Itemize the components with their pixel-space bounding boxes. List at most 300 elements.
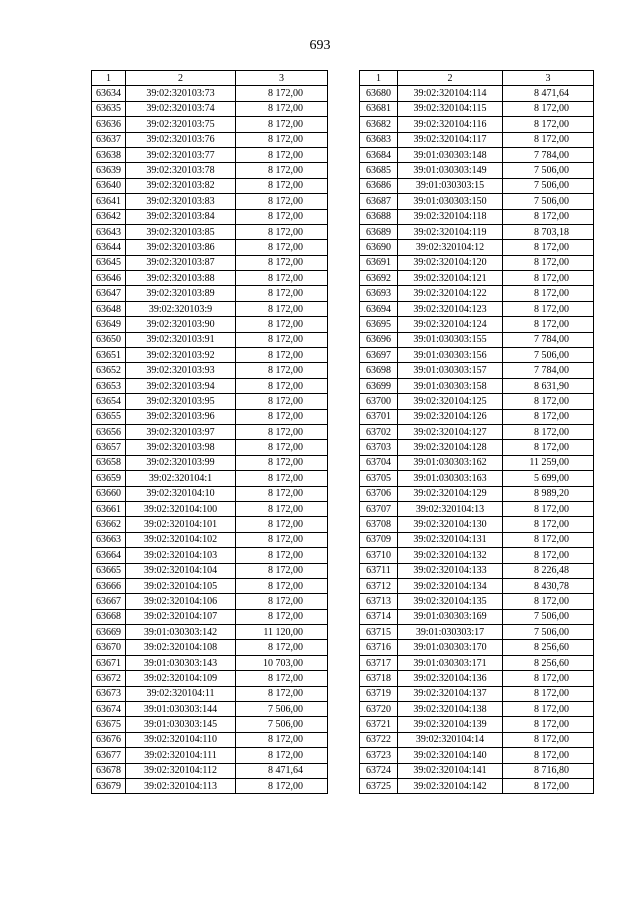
cadastral-number: 39:02:320104:120 — [398, 255, 503, 270]
row-number: 63707 — [360, 501, 398, 516]
amount: 8 172,00 — [503, 686, 594, 701]
amount: 8 172,00 — [503, 717, 594, 732]
table-row — [92, 440, 328, 455]
cadastral-number: 39:02:320104:11 — [126, 686, 236, 701]
cadastral-number: 39:02:320104:128 — [398, 440, 503, 455]
amount: 8 172,00 — [236, 671, 328, 686]
amount: 8 172,00 — [236, 224, 328, 239]
cadastral-number: 39:02:320104:108 — [126, 640, 236, 655]
table-row — [92, 471, 328, 486]
amount: 7 506,00 — [503, 609, 594, 624]
row-number: 63635 — [92, 101, 126, 116]
table-row — [92, 117, 328, 132]
amount: 8 172,00 — [503, 501, 594, 516]
amount: 10 703,00 — [236, 655, 328, 670]
table-row — [92, 594, 328, 609]
table-row — [360, 671, 594, 686]
row-number: 63639 — [92, 163, 126, 178]
table-row — [92, 178, 328, 193]
amount: 8 172,00 — [503, 271, 594, 286]
row-number: 63694 — [360, 301, 398, 316]
cadastral-number: 39:02:320103:84 — [126, 209, 236, 224]
row-number: 63678 — [92, 763, 126, 778]
cadastral-number: 39:02:320104:134 — [398, 578, 503, 593]
cadastral-number: 39:02:320104:135 — [398, 594, 503, 609]
row-number: 63693 — [360, 286, 398, 301]
row-number: 63717 — [360, 655, 398, 670]
table-row — [360, 255, 594, 270]
amount: 7 506,00 — [236, 717, 328, 732]
cadastral-number: 39:02:320103:99 — [126, 455, 236, 470]
row-number: 63676 — [92, 732, 126, 747]
table-row — [92, 671, 328, 686]
amount: 8 989,20 — [503, 486, 594, 501]
cadastral-number: 39:02:320104:140 — [398, 748, 503, 763]
table-row — [360, 455, 594, 470]
row-number: 63654 — [92, 394, 126, 409]
row-number: 63701 — [360, 409, 398, 424]
table-row — [92, 563, 328, 578]
amount: 8 256,60 — [503, 640, 594, 655]
cadastral-number: 39:01:030303:15 — [398, 178, 503, 193]
row-number: 63675 — [92, 717, 126, 732]
row-number: 63723 — [360, 748, 398, 763]
cadastral-number: 39:02:320103:90 — [126, 317, 236, 332]
cadastral-number: 39:01:030303:155 — [398, 332, 503, 347]
amount: 8 172,00 — [236, 486, 328, 501]
table-row — [360, 147, 594, 162]
row-number: 63670 — [92, 640, 126, 655]
cadastral-number: 39:01:030303:163 — [398, 471, 503, 486]
row-number: 63724 — [360, 763, 398, 778]
cadastral-number: 39:02:320104:103 — [126, 548, 236, 563]
cadastral-number: 39:02:320104:113 — [126, 778, 236, 793]
cadastral-number: 39:02:320104:131 — [398, 532, 503, 547]
table-row — [360, 486, 594, 501]
cadastral-number: 39:02:320104:107 — [126, 609, 236, 624]
cadastral-number: 39:02:320104:138 — [398, 702, 503, 717]
cadastral-number: 39:02:320103:94 — [126, 378, 236, 393]
table-row — [92, 655, 328, 670]
row-number: 63673 — [92, 686, 126, 701]
row-number: 63634 — [92, 86, 126, 101]
amount: 8 172,00 — [503, 286, 594, 301]
row-number: 63687 — [360, 194, 398, 209]
amount: 8 172,00 — [236, 86, 328, 101]
cadastral-number: 39:02:320104:115 — [398, 101, 503, 116]
row-number: 63644 — [92, 240, 126, 255]
cadastral-number: 39:01:030303:157 — [398, 363, 503, 378]
column-header-3: 3 — [503, 71, 594, 86]
amount: 8 172,00 — [236, 209, 328, 224]
cadastral-number: 39:02:320104:139 — [398, 717, 503, 732]
row-number: 63712 — [360, 578, 398, 593]
cadastral-number: 39:02:320104:121 — [398, 271, 503, 286]
cadastral-number: 39:02:320103:82 — [126, 178, 236, 193]
amount: 8 172,00 — [236, 409, 328, 424]
amount: 8 172,00 — [503, 748, 594, 763]
amount: 8 172,00 — [503, 117, 594, 132]
amount: 8 172,00 — [236, 117, 328, 132]
amount: 8 256,60 — [503, 655, 594, 670]
cadastral-number: 39:02:320104:13 — [398, 501, 503, 516]
cadastral-number: 39:02:320103:96 — [126, 409, 236, 424]
table-row — [92, 686, 328, 701]
amount: 8 172,00 — [503, 778, 594, 793]
amount: 8 172,00 — [503, 101, 594, 116]
cadastral-number: 39:02:320104:127 — [398, 424, 503, 439]
table-row — [92, 86, 328, 101]
row-number: 63665 — [92, 563, 126, 578]
amount: 5 699,00 — [503, 471, 594, 486]
cadastral-number: 39:02:320103:83 — [126, 194, 236, 209]
row-number: 63700 — [360, 394, 398, 409]
row-number: 63651 — [92, 348, 126, 363]
cadastral-number: 39:02:320104:130 — [398, 517, 503, 532]
cadastral-number: 39:02:320103:74 — [126, 101, 236, 116]
table-row — [92, 255, 328, 270]
amount: 8 172,00 — [503, 517, 594, 532]
amount: 8 172,00 — [236, 101, 328, 116]
table-row — [92, 378, 328, 393]
amount: 8 172,00 — [236, 440, 328, 455]
row-number: 63662 — [92, 517, 126, 532]
row-number: 63667 — [92, 594, 126, 609]
row-number: 63660 — [92, 486, 126, 501]
table-row — [360, 548, 594, 563]
cadastral-number: 39:02:320104:104 — [126, 563, 236, 578]
row-number: 63647 — [92, 286, 126, 301]
cadastral-number: 39:02:320103:87 — [126, 255, 236, 270]
table-row — [92, 532, 328, 547]
row-number: 63702 — [360, 424, 398, 439]
row-number: 63718 — [360, 671, 398, 686]
amount: 8 172,00 — [503, 594, 594, 609]
row-number: 63674 — [92, 702, 126, 717]
amount: 8 172,00 — [236, 332, 328, 347]
table-row — [92, 409, 328, 424]
table-row — [360, 163, 594, 178]
row-number: 63697 — [360, 348, 398, 363]
row-number: 63641 — [92, 194, 126, 209]
table-row — [360, 409, 594, 424]
row-number: 63677 — [92, 748, 126, 763]
table-row — [360, 363, 594, 378]
cadastral-number: 39:02:320104:100 — [126, 501, 236, 516]
cadastral-number: 39:02:320104:116 — [398, 117, 503, 132]
table-row — [360, 501, 594, 516]
table-row — [360, 178, 594, 193]
row-number: 63703 — [360, 440, 398, 455]
table-row — [360, 532, 594, 547]
table-row — [92, 778, 328, 793]
cadastral-number: 39:01:030303:17 — [398, 625, 503, 640]
row-number: 63640 — [92, 178, 126, 193]
table-row — [360, 271, 594, 286]
cadastral-number: 39:02:320103:88 — [126, 271, 236, 286]
amount: 8 172,00 — [236, 517, 328, 532]
amount: 11 259,00 — [503, 455, 594, 470]
cadastral-number: 39:01:030303:143 — [126, 655, 236, 670]
row-number: 63695 — [360, 317, 398, 332]
amount: 8 716,80 — [503, 763, 594, 778]
amount: 8 172,00 — [236, 424, 328, 439]
amount: 8 172,00 — [236, 378, 328, 393]
table-row — [360, 440, 594, 455]
amount: 8 172,00 — [503, 671, 594, 686]
amount: 8 172,00 — [236, 563, 328, 578]
row-number: 63659 — [92, 471, 126, 486]
table-row — [360, 717, 594, 732]
table-row — [92, 732, 328, 747]
table-row — [92, 501, 328, 516]
amount: 8 172,00 — [236, 778, 328, 793]
table-header-row — [360, 71, 594, 86]
table-row — [360, 763, 594, 778]
amount: 7 784,00 — [503, 147, 594, 162]
amount: 8 172,00 — [236, 163, 328, 178]
cadastral-number: 39:02:320104:132 — [398, 548, 503, 563]
cadastral-number: 39:02:320104:14 — [398, 732, 503, 747]
cadastral-number: 39:02:320104:125 — [398, 394, 503, 409]
row-number: 63637 — [92, 132, 126, 147]
cadastral-number: 39:01:030303:149 — [398, 163, 503, 178]
amount: 8 172,00 — [503, 440, 594, 455]
cadastral-number: 39:01:030303:162 — [398, 455, 503, 470]
amount: 7 506,00 — [503, 625, 594, 640]
table-row — [360, 640, 594, 655]
cadastral-number: 39:02:320103:76 — [126, 132, 236, 147]
table-header-row — [92, 71, 328, 86]
row-number: 63690 — [360, 240, 398, 255]
row-number: 63706 — [360, 486, 398, 501]
amount: 8 172,00 — [503, 548, 594, 563]
table-row — [92, 517, 328, 532]
cadastral-number: 39:01:030303:171 — [398, 655, 503, 670]
row-number: 63655 — [92, 409, 126, 424]
amount: 8 172,00 — [236, 271, 328, 286]
amount: 7 506,00 — [236, 702, 328, 717]
row-number: 63688 — [360, 209, 398, 224]
table-row — [92, 317, 328, 332]
amount: 8 172,00 — [236, 317, 328, 332]
table-row — [92, 301, 328, 316]
cadastral-number: 39:01:030303:169 — [398, 609, 503, 624]
row-number: 63646 — [92, 271, 126, 286]
table-row — [360, 301, 594, 316]
amount: 8 172,00 — [236, 363, 328, 378]
table-row — [360, 240, 594, 255]
amount: 8 172,00 — [503, 317, 594, 332]
table-row — [360, 86, 594, 101]
cadastral-number: 39:02:320104:119 — [398, 224, 503, 239]
table-row — [360, 117, 594, 132]
amount: 8 226,48 — [503, 563, 594, 578]
row-number: 63713 — [360, 594, 398, 609]
row-number: 63666 — [92, 578, 126, 593]
amount: 8 172,00 — [236, 594, 328, 609]
table-row — [360, 702, 594, 717]
page-number: 693 — [309, 38, 331, 53]
row-number: 63669 — [92, 625, 126, 640]
table-row — [360, 655, 594, 670]
column-header-1: 1 — [92, 71, 126, 86]
table-row — [92, 702, 328, 717]
column-header-2: 2 — [398, 71, 503, 86]
row-number: 63645 — [92, 255, 126, 270]
row-number: 63709 — [360, 532, 398, 547]
table-row — [360, 732, 594, 747]
row-number: 63657 — [92, 440, 126, 455]
cadastral-number: 39:02:320103:77 — [126, 147, 236, 162]
row-number: 63722 — [360, 732, 398, 747]
cadastral-number: 39:01:030303:148 — [398, 147, 503, 162]
table-row — [92, 286, 328, 301]
table-row — [92, 548, 328, 563]
cadastral-number: 39:02:320104:12 — [398, 240, 503, 255]
cadastral-number: 39:02:320104:118 — [398, 209, 503, 224]
left-table-body — [92, 86, 328, 794]
right-table-body — [360, 86, 594, 794]
table-row — [360, 517, 594, 532]
row-number: 63719 — [360, 686, 398, 701]
table-row — [360, 748, 594, 763]
row-number: 63685 — [360, 163, 398, 178]
row-number: 63679 — [92, 778, 126, 793]
table-row — [360, 625, 594, 640]
table-row — [360, 471, 594, 486]
row-number: 63671 — [92, 655, 126, 670]
cadastral-number: 39:02:320104:10 — [126, 486, 236, 501]
cadastral-number: 39:02:320104:122 — [398, 286, 503, 301]
row-number: 63663 — [92, 532, 126, 547]
row-number: 63681 — [360, 101, 398, 116]
amount: 8 172,00 — [236, 348, 328, 363]
cadastral-number: 39:02:320104:111 — [126, 748, 236, 763]
cadastral-number: 39:02:320103:86 — [126, 240, 236, 255]
amount: 8 172,00 — [503, 732, 594, 747]
cadastral-number: 39:01:030303:144 — [126, 702, 236, 717]
cadastral-number: 39:02:320103:91 — [126, 332, 236, 347]
row-number: 63643 — [92, 224, 126, 239]
table-row — [92, 717, 328, 732]
row-number: 63653 — [92, 378, 126, 393]
amount: 8 172,00 — [236, 748, 328, 763]
amount: 7 506,00 — [503, 348, 594, 363]
row-number: 63661 — [92, 501, 126, 516]
amount: 8 172,00 — [503, 132, 594, 147]
amount: 8 172,00 — [236, 394, 328, 409]
row-number: 63704 — [360, 455, 398, 470]
table-row — [92, 163, 328, 178]
amount: 8 172,00 — [236, 194, 328, 209]
cadastral-number: 39:02:320104:112 — [126, 763, 236, 778]
table-row — [360, 594, 594, 609]
table-row — [92, 132, 328, 147]
amount: 7 506,00 — [503, 163, 594, 178]
cadastral-number: 39:02:320104:1 — [126, 471, 236, 486]
amount: 8 172,00 — [236, 532, 328, 547]
amount: 7 784,00 — [503, 363, 594, 378]
amount: 8 471,64 — [503, 86, 594, 101]
amount: 7 506,00 — [503, 178, 594, 193]
amount: 8 172,00 — [236, 301, 328, 316]
table-row — [360, 609, 594, 624]
table-row — [360, 317, 594, 332]
cadastral-number: 39:02:320103:92 — [126, 348, 236, 363]
amount: 8 172,00 — [503, 409, 594, 424]
table-row — [92, 455, 328, 470]
table-row — [92, 348, 328, 363]
amount: 8 172,00 — [236, 732, 328, 747]
column-header-2: 2 — [126, 71, 236, 86]
amount: 8 430,78 — [503, 578, 594, 593]
row-number: 63664 — [92, 548, 126, 563]
cadastral-number: 39:02:320104:123 — [398, 301, 503, 316]
amount: 8 172,00 — [236, 548, 328, 563]
cadastral-number: 39:02:320104:101 — [126, 517, 236, 532]
table-row — [92, 578, 328, 593]
amount: 8 172,00 — [503, 702, 594, 717]
cadastral-number: 39:02:320103:85 — [126, 224, 236, 239]
row-number: 63720 — [360, 702, 398, 717]
amount: 11 120,00 — [236, 625, 328, 640]
amount: 8 172,00 — [236, 501, 328, 516]
amount: 8 172,00 — [236, 609, 328, 624]
table-row — [92, 194, 328, 209]
amount: 8 172,00 — [503, 255, 594, 270]
table-row — [360, 563, 594, 578]
amount: 8 172,00 — [236, 686, 328, 701]
table-row — [92, 147, 328, 162]
right-table — [359, 70, 594, 794]
row-number: 63711 — [360, 563, 398, 578]
row-number: 63638 — [92, 147, 126, 162]
left-table — [91, 70, 328, 794]
cadastral-number: 39:02:320104:110 — [126, 732, 236, 747]
cadastral-number: 39:02:320104:141 — [398, 763, 503, 778]
cadastral-number: 39:02:320104:124 — [398, 317, 503, 332]
cadastral-number: 39:02:320103:98 — [126, 440, 236, 455]
table-row — [360, 224, 594, 239]
amount: 8 172,00 — [236, 178, 328, 193]
row-number: 63672 — [92, 671, 126, 686]
row-number: 63698 — [360, 363, 398, 378]
row-number: 63692 — [360, 271, 398, 286]
row-number: 63650 — [92, 332, 126, 347]
cadastral-number: 39:02:320104:133 — [398, 563, 503, 578]
cadastral-number: 39:02:320104:117 — [398, 132, 503, 147]
table-row — [360, 194, 594, 209]
row-number: 63684 — [360, 147, 398, 162]
table-row — [360, 378, 594, 393]
table-row — [360, 578, 594, 593]
row-number: 63708 — [360, 517, 398, 532]
row-number: 63689 — [360, 224, 398, 239]
row-number: 63716 — [360, 640, 398, 655]
row-number: 63725 — [360, 778, 398, 793]
cadastral-number: 39:02:320103:9 — [126, 301, 236, 316]
amount: 8 172,00 — [236, 578, 328, 593]
row-number: 63705 — [360, 471, 398, 486]
amount: 8 703,18 — [503, 224, 594, 239]
amount: 7 784,00 — [503, 332, 594, 347]
amount: 8 172,00 — [503, 240, 594, 255]
row-number: 63656 — [92, 424, 126, 439]
amount: 8 172,00 — [236, 286, 328, 301]
amount: 8 172,00 — [503, 301, 594, 316]
row-number: 63721 — [360, 717, 398, 732]
